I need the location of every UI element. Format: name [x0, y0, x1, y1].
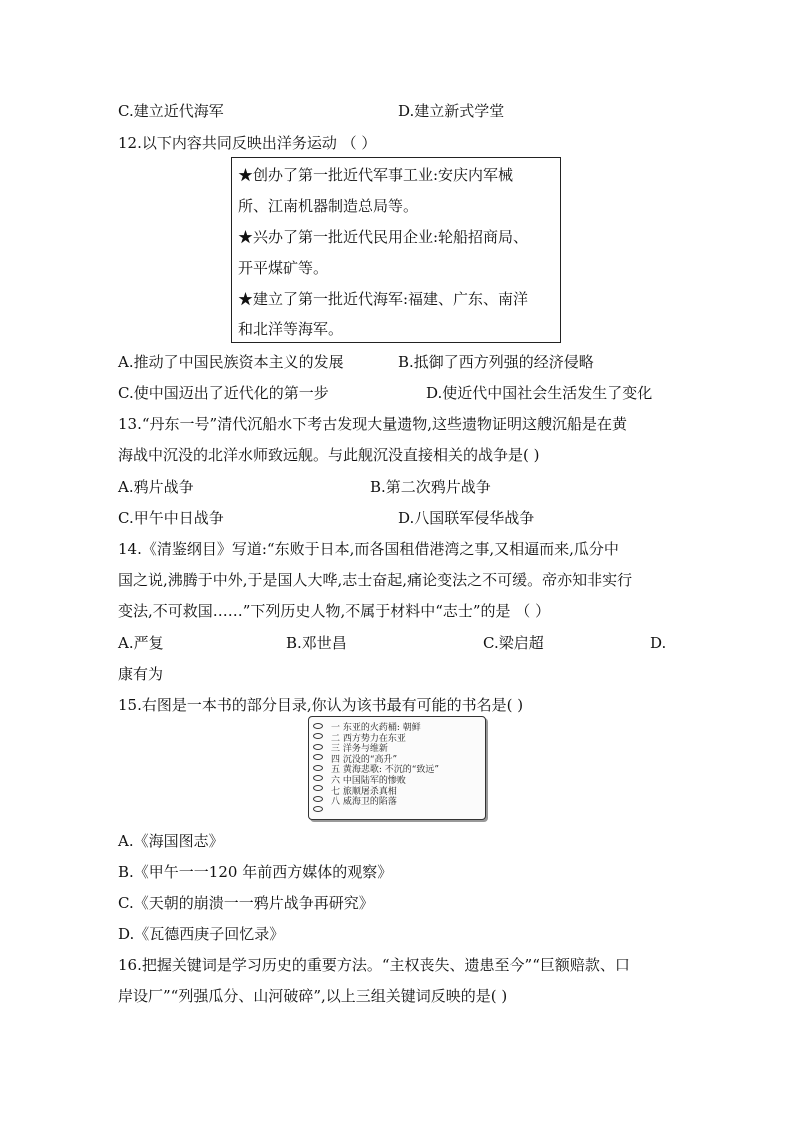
q13-option-b: B.第二次鸦片战争 [370, 478, 491, 496]
q13-stem-line: 13.“丹东一号”清代沉船水下考古发现大量遗物,这些遗物证明这艘沉船是在黄 [118, 415, 627, 433]
q14-stem-line: 14.《清鉴纲目》写道:“东败于日本,而各国租借港湾之事,又相逼而来,瓜分中 [118, 540, 619, 558]
q15-option-c: C.《天朝的崩溃一一鸦片战争再研究》 [118, 894, 374, 912]
q12-stem: 12.以下内容共同反映出洋务运动 （ ） [118, 134, 377, 152]
notebook-spiral-icon [313, 723, 327, 817]
q16-stem-line: 16.把握关键词是学习历史的重要方法。“主权丧失、遗患至今”“巨额赔款、口 [118, 956, 630, 974]
toc-item: 四 沉没的“高升” [331, 754, 398, 765]
q14-option-d: D. [650, 634, 667, 652]
q12-box-line: ★创办了第一批近代军事工业:安庆内军械 [238, 166, 514, 184]
q14-stem-line: 国之说,沸腾于中外,于是国人大哗,志士奋起,痛论变法之不可缓。帝亦知非实行 [118, 571, 633, 589]
q15-stem: 15.右图是一本书的部分目录,你认为该书最有可能的书名是( ) [118, 696, 524, 714]
q14-stem-line: 变法,不可救国……”下列历史人物,不属于材料中“志士”的是 （ ） [118, 602, 551, 620]
q14-option-c: C.梁启超 [483, 634, 544, 652]
q14-option-d-continued: 康有为 [118, 665, 164, 683]
toc-item: 八 威海卫的陷落 [331, 797, 397, 808]
q13-option-a: A.鸦片战争 [118, 478, 194, 496]
q15-option-b: B.《甲午一一120 年前西方媒体的观察》 [118, 863, 393, 881]
q15-option-d: D.《瓦德西庚子回忆录》 [118, 925, 285, 943]
q12-box-line: ★建立了第一批近代海军:福建、广东、南洋 [238, 290, 529, 308]
toc-item: 七 旅顺屠杀真相 [331, 786, 397, 797]
q12-box-line: 开平煤矿等。 [238, 259, 329, 277]
q12-box-line: 所、江南机器制造总局等。 [238, 197, 419, 215]
q12-option-c: C.使中国迈出了近代化的第一步 [118, 384, 329, 402]
q11-option-c: C.建立近代海军 [118, 102, 224, 120]
q13-stem-line: 海战中沉没的北洋水师致远舰。与此舰沉没直接相关的战争是( ) [118, 446, 540, 464]
q14-option-b: B.邓世昌 [286, 634, 347, 652]
q13-option-d: D.八国联军侵华战争 [398, 509, 535, 527]
q12-option-d: D.使近代中国社会生活发生了变化 [426, 384, 653, 402]
toc-item: 六 中国陆军的惨败 [331, 775, 406, 786]
q12-box-line: ★兴办了第一批近代民用企业:轮船招商局、 [238, 228, 529, 246]
book-contents-figure [308, 716, 486, 820]
toc-item: 五 黄海悲歌: 不沉的“致远” [331, 765, 439, 776]
q12-material-box [231, 157, 561, 343]
q15-option-a: A.《海国图志》 [118, 832, 224, 850]
q11-option-d: D.建立新式学堂 [398, 102, 505, 120]
q12-box-line: 和北洋等海军。 [238, 320, 344, 338]
toc-item: 一 东亚的火药桶: 朝鲜 [331, 723, 421, 733]
q16-stem-line: 岸设厂”“列强瓜分、山河破碎”,以上三组关键词反映的是( ) [118, 987, 508, 1005]
q12-option-b: B.抵御了西方列强的经济侵略 [398, 353, 594, 371]
toc-item: 三 洋务与维新 [331, 744, 388, 755]
q12-option-a: A.推动了中国民族资本主义的发展 [118, 353, 344, 371]
toc-item: 二 西方势力在东亚 [331, 733, 406, 744]
q13-option-c: C.甲午中日战争 [118, 509, 224, 527]
q14-option-a: A.严复 [118, 634, 164, 652]
